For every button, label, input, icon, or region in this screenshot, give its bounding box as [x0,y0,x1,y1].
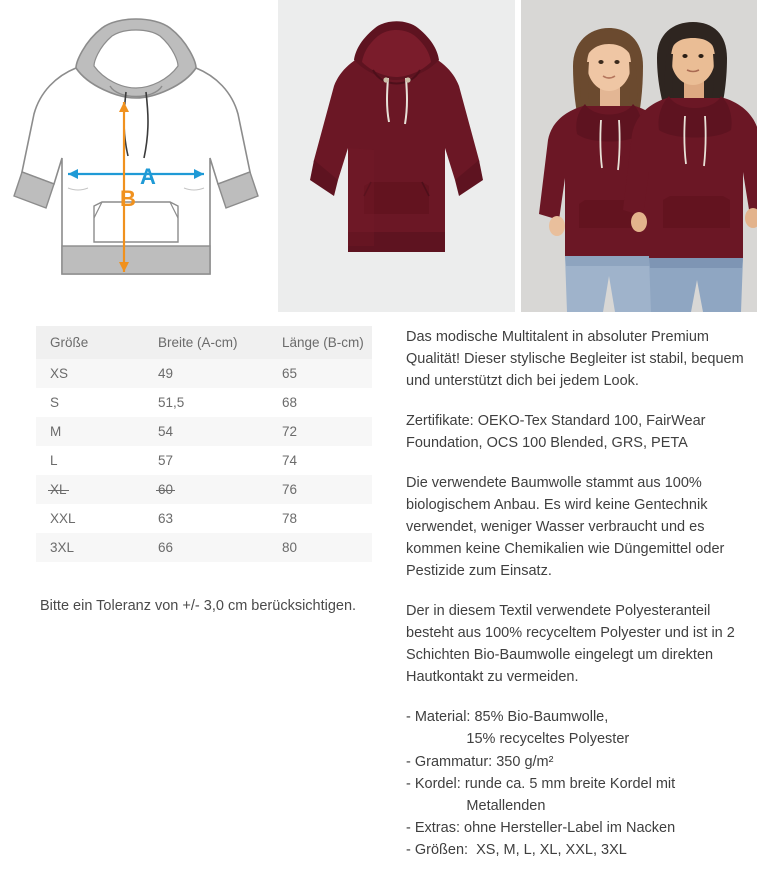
table-cell: 60 [144,475,268,504]
table-cell: 49 [144,359,268,388]
size-table-header-row [36,326,372,359]
table-row [36,475,372,504]
table-cell: 80 [268,533,372,562]
tolerance-note: Bitte ein Toleranz von +/- 3,0 cm berücksichtigen. [40,598,357,614]
table-cell: 3XL [36,533,144,562]
models-photo-card [521,0,757,312]
description-paragraph-1: Das modische Multitalent in absoluter Premium Qualität! Dieser stylische Begleiter ist stabil, bequem und unterstützt dich bei jedem Look. [406,329,744,390]
table-row [36,504,372,533]
table-row [36,446,372,475]
size-table-body [36,359,372,562]
spec-list [406,706,747,860]
table-cell: 51,5 [144,388,268,417]
models-photo [521,0,757,312]
product-details-section [0,312,777,861]
table-cell: 54 [144,417,268,446]
table-cell: 74 [268,446,372,475]
description-paragraph-polyester: Der in diesem Textil verwendete Polyesteranteil besteht aus 100% recyceltem Polyester und ist in 2 Schichten Bio-Baumwolle eingelegt um direkten Hautkontakt zu vermeiden. [406,603,735,686]
table-cell: L [36,446,144,475]
product-photo [278,0,515,312]
measure-b-label: B [120,186,136,211]
size-table-header-size: Größe [36,326,144,359]
size-table-header-width: Breite (A-cm) [144,326,268,359]
table-row [36,388,372,417]
product-image-gallery [0,0,777,312]
models-wearing-hoodies-illustration [521,0,757,312]
table-cell: 68 [268,388,372,417]
spec-line: - Extras: ohne Hersteller-Label im Nacken [406,819,676,836]
table-cell: 65 [268,359,372,388]
product-photo-card [278,0,515,312]
table-cell: 76 [268,475,372,504]
table-cell: 72 [268,417,372,446]
table-row [36,533,372,562]
table-cell: 66 [144,533,268,562]
table-cell: XS [36,359,144,388]
hoodie-technical-drawing [6,6,266,306]
size-table [36,326,372,562]
size-table-header-length: Länge (B-cm) [268,326,372,359]
technical-drawing-card [0,0,272,312]
table-cell: XXL [36,504,144,533]
burgundy-hoodie-illustration [278,0,515,312]
table-cell: S [36,388,144,417]
measure-a-label: A [140,164,156,189]
spec-line: 15% recyceltes Polyester [406,731,630,748]
description-paragraph-cotton: Die verwendete Baumwolle stammt aus 100% biologischem Anbau. Es wird keine Gentechnik verwendet, weniger Wasser verbraucht und es kommen keine Chemikalien wie Düngemittel oder Pestizide zum Einsatz. [406,475,725,580]
spec-line: - Material: 85% Bio-Baumwolle, [406,709,609,726]
description-column [406,326,777,861]
table-row [36,417,372,446]
table-cell: M [36,417,144,446]
size-table-column [0,326,406,861]
table-cell: 63 [144,504,268,533]
spec-line: - Größen: XS, M, L, XL, XXL, 3XL [406,841,627,858]
table-cell: 78 [268,504,372,533]
spec-line: - Kordel: runde ca. 5 mm breite Kordel mit [406,775,676,792]
size-table-head [36,326,372,359]
description-paragraph-certificates: Zertifikate: OEKO-Tex Standard 100, FairWear Foundation, OCS 100 Blended, GRS, PETA [406,413,706,452]
spec-line: - Grammatur: 350 g/m² [406,753,554,770]
spec-line: Metallenden [406,797,546,814]
table-row [36,359,372,388]
table-cell: 57 [144,446,268,475]
table-cell: XL [36,475,144,504]
